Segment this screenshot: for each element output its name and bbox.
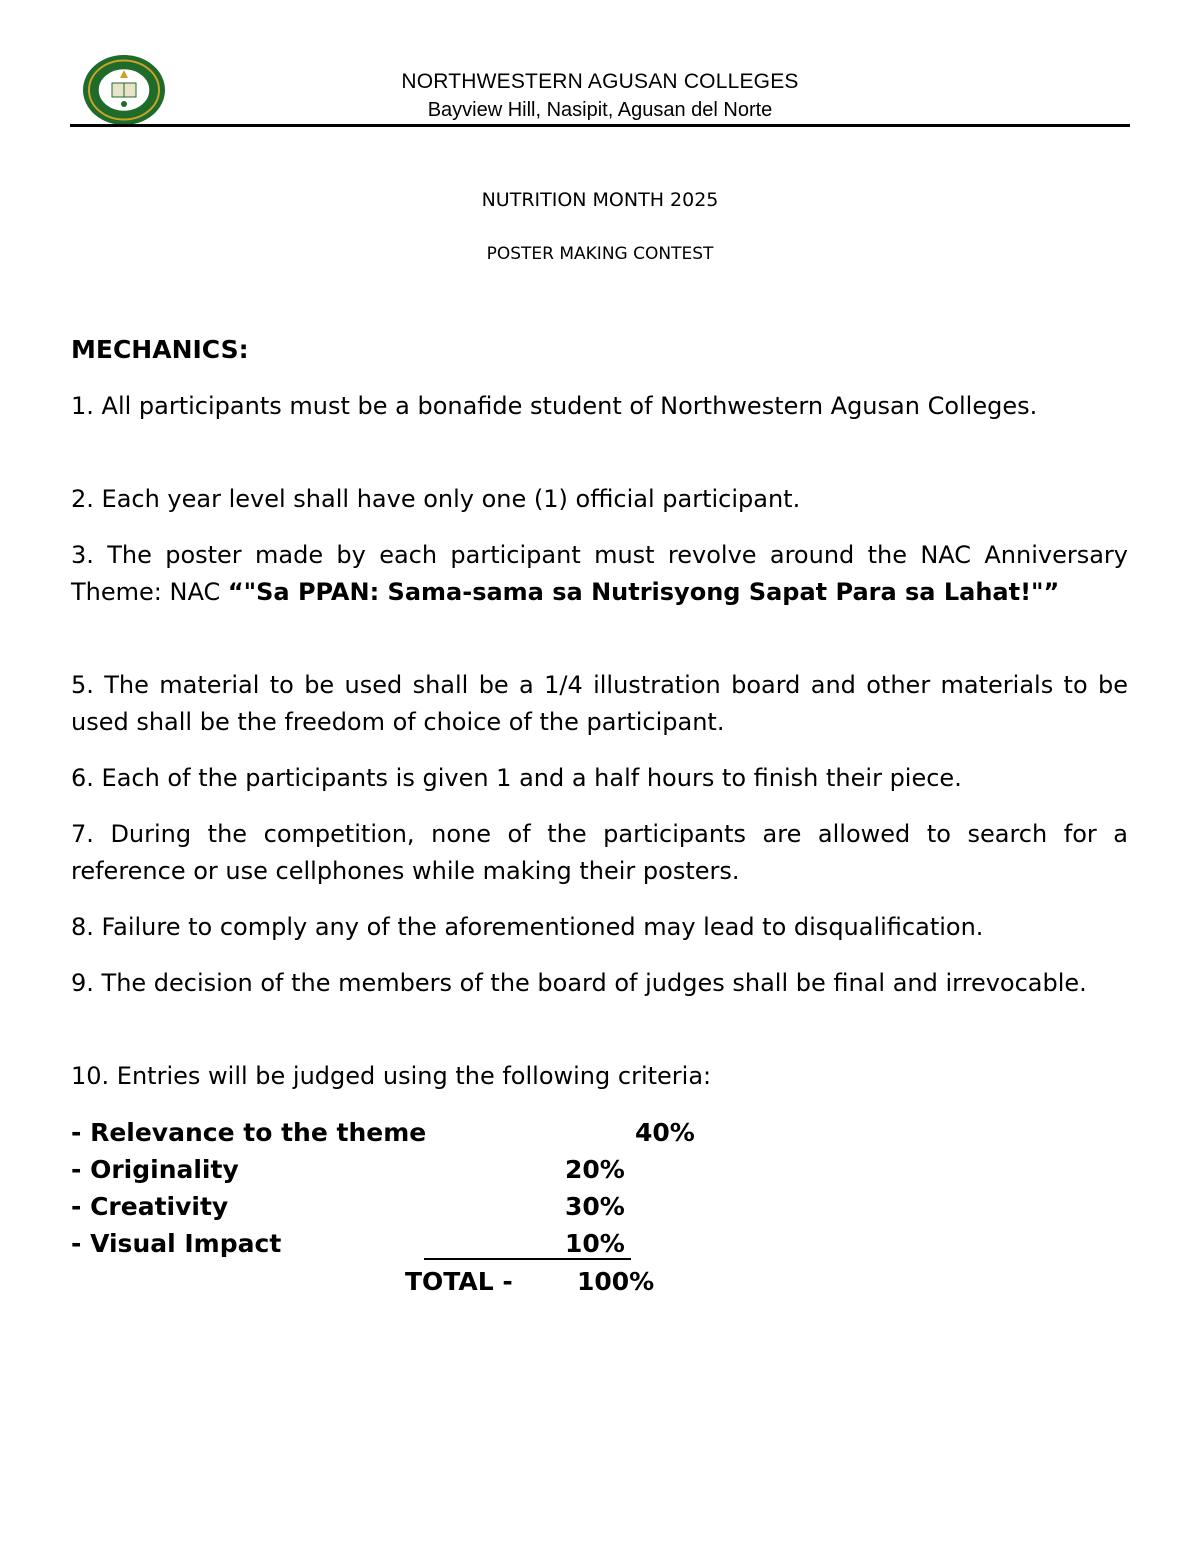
rule-item: 10. Entries will be judged using the following criteria: xyxy=(71,1062,712,1090)
criteria-percent: 10% xyxy=(565,1229,625,1258)
school-address: Bayview Hill, Nasipit, Agusan del Norte xyxy=(427,99,773,121)
document-subtitle: POSTER MAKING CONTEST xyxy=(486,244,714,264)
document-title: NUTRITION MONTH 2025 xyxy=(481,189,719,211)
rule-item: 7. During the competition, none of the participants are allowed to search for a reference or use cellphones while making their posters. xyxy=(71,820,1128,885)
criteria-percent: 30% xyxy=(565,1192,625,1221)
criteria-label: - Originality xyxy=(71,1155,239,1184)
criteria-label: - Creativity xyxy=(71,1192,229,1221)
rule-item: 3. The poster made by each participant must revolve around the NAC Anniversary Theme: NAC “"Sa PPAN: Sama-sama sa Nutrisyong Sapat Para sa Lahat!"” xyxy=(71,541,1128,606)
rule-item: 9. The decision of the members of the board of judges shall be final and irrevocable. xyxy=(71,969,1087,997)
total-label: TOTAL - xyxy=(405,1267,513,1296)
criteria-label: - Relevance to the theme xyxy=(71,1118,427,1147)
mechanics-heading: MECHANICS: xyxy=(71,335,249,364)
anniversary-theme: “"Sa PPAN: Sama-sama sa Nutrisyong Sapat Para sa Lahat!"” xyxy=(227,578,1060,606)
school-name: NORTHWESTERN AGUSAN COLLEGES xyxy=(401,70,799,93)
rule-item: 2. Each year level shall have only one (1) official participant. xyxy=(71,485,801,513)
total-percent: 100% xyxy=(577,1267,655,1296)
rule-item: 8. Failure to comply any of the aforementioned may lead to disqualification. xyxy=(71,913,984,941)
total-underline xyxy=(424,1258,631,1260)
header-divider xyxy=(70,124,1130,127)
criteria-percent: 20% xyxy=(565,1155,625,1184)
criteria-percent: 40% xyxy=(635,1118,695,1147)
rule-item: 1. All participants must be a bonafide student of Northwestern Agusan Colleges. xyxy=(71,392,1038,420)
criteria-label: - Visual Impact xyxy=(71,1229,282,1258)
rule-item: 6. Each of the participants is given 1 and a half hours to finish their piece. xyxy=(71,764,962,792)
rule-item: 5. The material to be used shall be a 1/4 illustration board and other materials to be used shall be the freedom of choice of the participant. xyxy=(71,671,1128,736)
